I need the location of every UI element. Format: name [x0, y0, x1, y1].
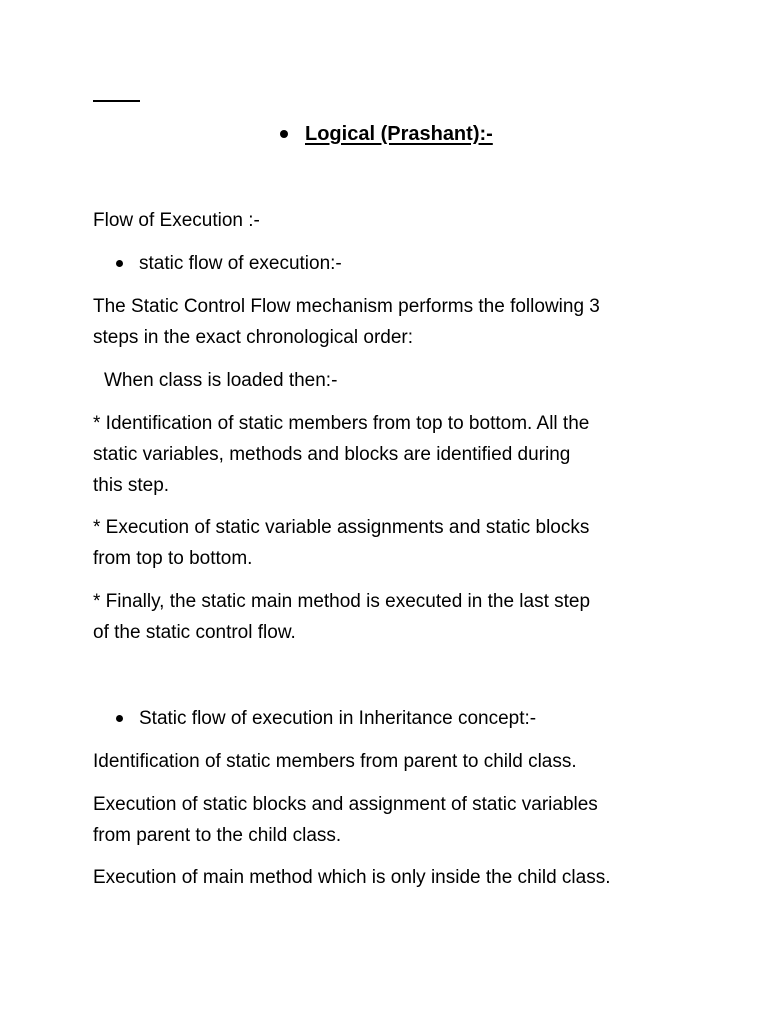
step3-line: of the static control flow.	[93, 622, 296, 643]
inheritance-point-line: Execution of static blocks and assignment of static variables	[93, 794, 598, 815]
bullet-icon	[116, 715, 123, 722]
bullet-label: static flow of execution:-	[139, 253, 342, 274]
bullet-icon	[280, 130, 288, 138]
heading-title: Logical (Prashant):-	[305, 122, 493, 145]
heading-bullet-row	[280, 120, 493, 148]
top-rule-divider	[93, 100, 140, 102]
step1-line: * Identification of static members from top to bottom. All the	[93, 413, 590, 434]
bullet-inheritance-flow	[116, 703, 536, 734]
bullet-static-flow	[116, 248, 342, 279]
bullet-icon	[116, 260, 123, 267]
step1-line: static variables, methods and blocks are identified during	[93, 444, 571, 465]
step1-line: this step.	[93, 475, 170, 496]
inheritance-point-line: from parent to the child class.	[93, 825, 342, 846]
when-loaded-line: When class is loaded then:-	[104, 370, 338, 391]
step2-line: from top to bottom.	[93, 548, 253, 569]
paragraph-line: The Static Control Flow mechanism performs the following 3	[93, 296, 600, 317]
inheritance-point-line: Identification of static members from parent to child class.	[93, 751, 577, 772]
bullet-label: Static flow of execution in Inheritance concept:-	[139, 708, 537, 729]
inheritance-point-line: Execution of main method which is only inside the child class.	[93, 867, 611, 888]
step2-line: * Execution of static variable assignments and static blocks	[93, 517, 590, 538]
step3-line: * Finally, the static main method is executed in the last step	[93, 591, 591, 612]
paragraph-line: steps in the exact chronological order:	[93, 327, 414, 348]
section-title-flow-of-execution: Flow of Execution :-	[93, 210, 260, 231]
